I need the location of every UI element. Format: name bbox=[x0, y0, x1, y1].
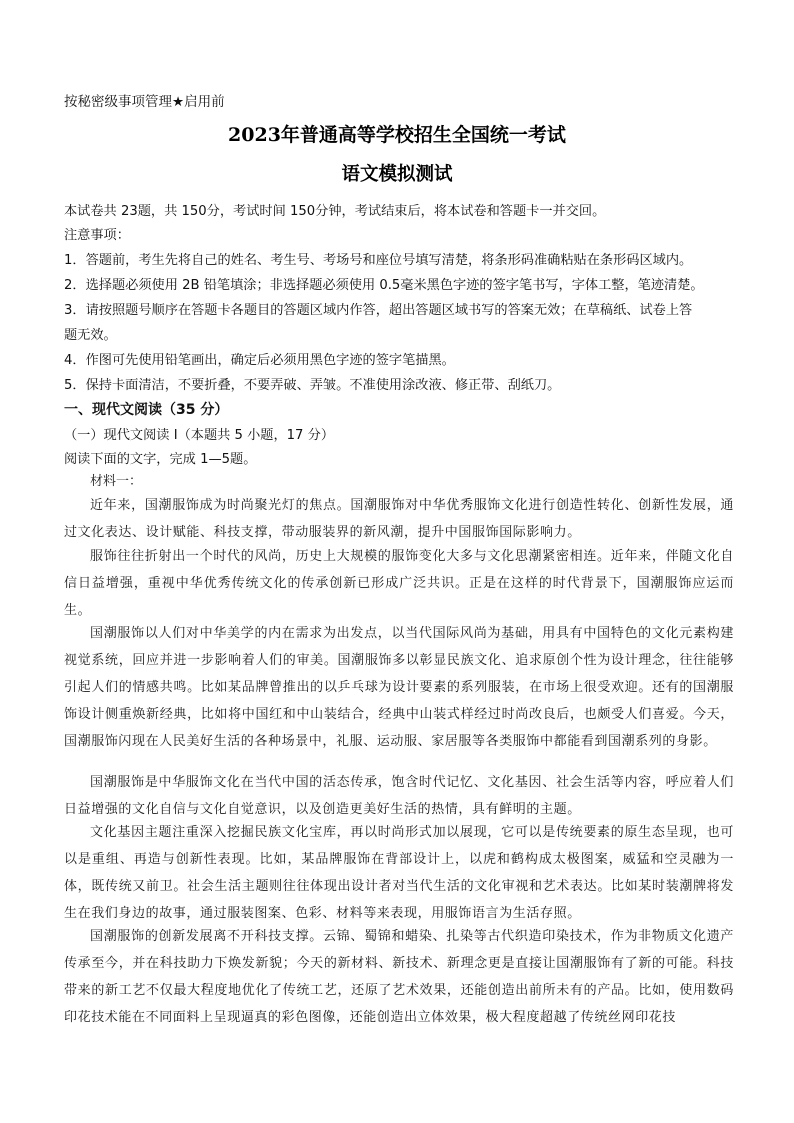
note-item: 1．答题前，考生先将自己的姓名、考生号、考场号和座位号填写清楚，将条形码准确粘贴在条形码区域内。 bbox=[64, 253, 693, 268]
passage-paragraph: 国潮服饰是中华服饰文化在当代中国的活态传承，饱含时代记忆、文化基因、社会生活等内容，呼应着人们日益增强的文化自信与文化自觉意识，以及创造更美好生活的热情，具有鲜明的主题。 bbox=[64, 775, 734, 817]
note-item: 2．选择题必须使用 2B 铅笔填涂；非选择题必须使用 0.5毫米黑色字迹的签字笔书写，字体工整，笔迹清楚。 bbox=[64, 278, 704, 293]
exam-title: 2023年普通高等学校招生全国统一考试 bbox=[228, 124, 566, 146]
notes-heading: 注意事项： bbox=[64, 228, 130, 243]
passage-paragraph: 国潮服饰以人们对中华美学的内在需求为出发点，以当代国际风尚为基础，用具有中国特色的文化元素构建视觉系统，回应并进一步影响着人们的审美。国潮服饰多以彰显民族文化、追求原创个性为设计理念，往往能够引起人们的情感共鸣。比如某品牌曾推出的以乒乓球为设计要素的系列服装，在市场上很受欢迎。还有的国潮服饰设计侧重焕新经典，比如将中国红和中山装结合，经典中山装式样经过时尚改良后，也颇受人们喜爱。今天，国潮服饰闪现在人民美好生活的各种场景中，礼服、运动服、家居服等各类服饰中都能看到国潮系列的身影。 bbox=[64, 626, 734, 749]
note-item: 题无效。 bbox=[64, 328, 117, 343]
reading-prompt: 阅读下面的文字，完成 1—5题。 bbox=[64, 452, 257, 467]
subject-title: 语文模拟测试 bbox=[341, 164, 453, 185]
passage-paragraph: 近年来，国潮服饰成为时尚聚光灯的焦点。国潮服饰对中华优秀服饰文化进行创造性转化、创新性发展，通过文化表达、设计赋能、科技支撑，带动服装界的新风潮，提升中国服饰国际影响力。 bbox=[64, 498, 734, 540]
note-item: 5．保持卡面清洁，不要折叠，不要弄破、弄皱。不准使用涂改液、修正带、刮纸刀。 bbox=[64, 378, 561, 393]
passage-paragraph: 服饰往往折射出一个时代的风尚，历史上大规模的服饰变化大多与文化思潮紧密相连。近年来，伴随文化自信日益增强，重视中华优秀传统文化的传承创新已形成广泛共识。正是在这样的时代背景下，国潮服饰应运而生。 bbox=[64, 549, 734, 618]
secret-mark: 按秘密级事项管理★启用前 bbox=[64, 94, 225, 110]
exam-summary: 本试卷共 23题，共 150分，考试时间 150分钟，考试结束后，将本试卷和答题卡一并交回。 bbox=[64, 204, 606, 219]
section-subheading: （一）现代文阅读 I（本题共 5 小题，17 分） bbox=[64, 428, 335, 443]
note-item: 3．请按照题号顺序在答题卡各题目的答题区域内作答，超出答题区域书写的答案无效；在草稿纸、试卷上答 bbox=[64, 303, 693, 318]
note-item: 4．作图可先使用铅笔画出，确定后必须用黑色字迹的签字笔描黑。 bbox=[64, 353, 455, 368]
section-heading: 一、现代文阅读（35 分） bbox=[64, 402, 229, 418]
material-label: 材料一： bbox=[90, 474, 143, 489]
passage-paragraph: 文化基因主题注重深入挖掘民族文化宝库，再以时尚形式加以展现，它可以是传统要素的原生态呈现，也可以是重组、再造与创新性表现。比如，某品牌服饰在背部设计上，以虎和鹤构成太极图案，威猛和空灵融为一体，既传统又前卫。社会生活主题则往往体现出设计者对当代生活的文化审视和艺术表达。比如某时装潮牌将发生在我们身边的故事，通过服装图案、色彩、材料等来表现，用服饰语言为生活存照。 bbox=[64, 825, 734, 921]
passage-paragraph: 国潮服饰的创新发展离不开科技支撑。云锦、蜀锦和蜡染、扎染等古代织造印染技术，作为非物质文化遗产传承至今，并在科技助力下焕发新貌；今天的新材料、新技术、新理念更是直接让国潮服饰有了新的可能。科技带来的新工艺不仅最大程度地优化了传统工艺，还原了艺术效果，还能创造出前所未有的产品。比如，使用数码印花技术能在不同面料上呈现逼真的彩色图像，还能创造出立体效果，极大程度超越了传统丝网印花技 bbox=[64, 929, 734, 1025]
